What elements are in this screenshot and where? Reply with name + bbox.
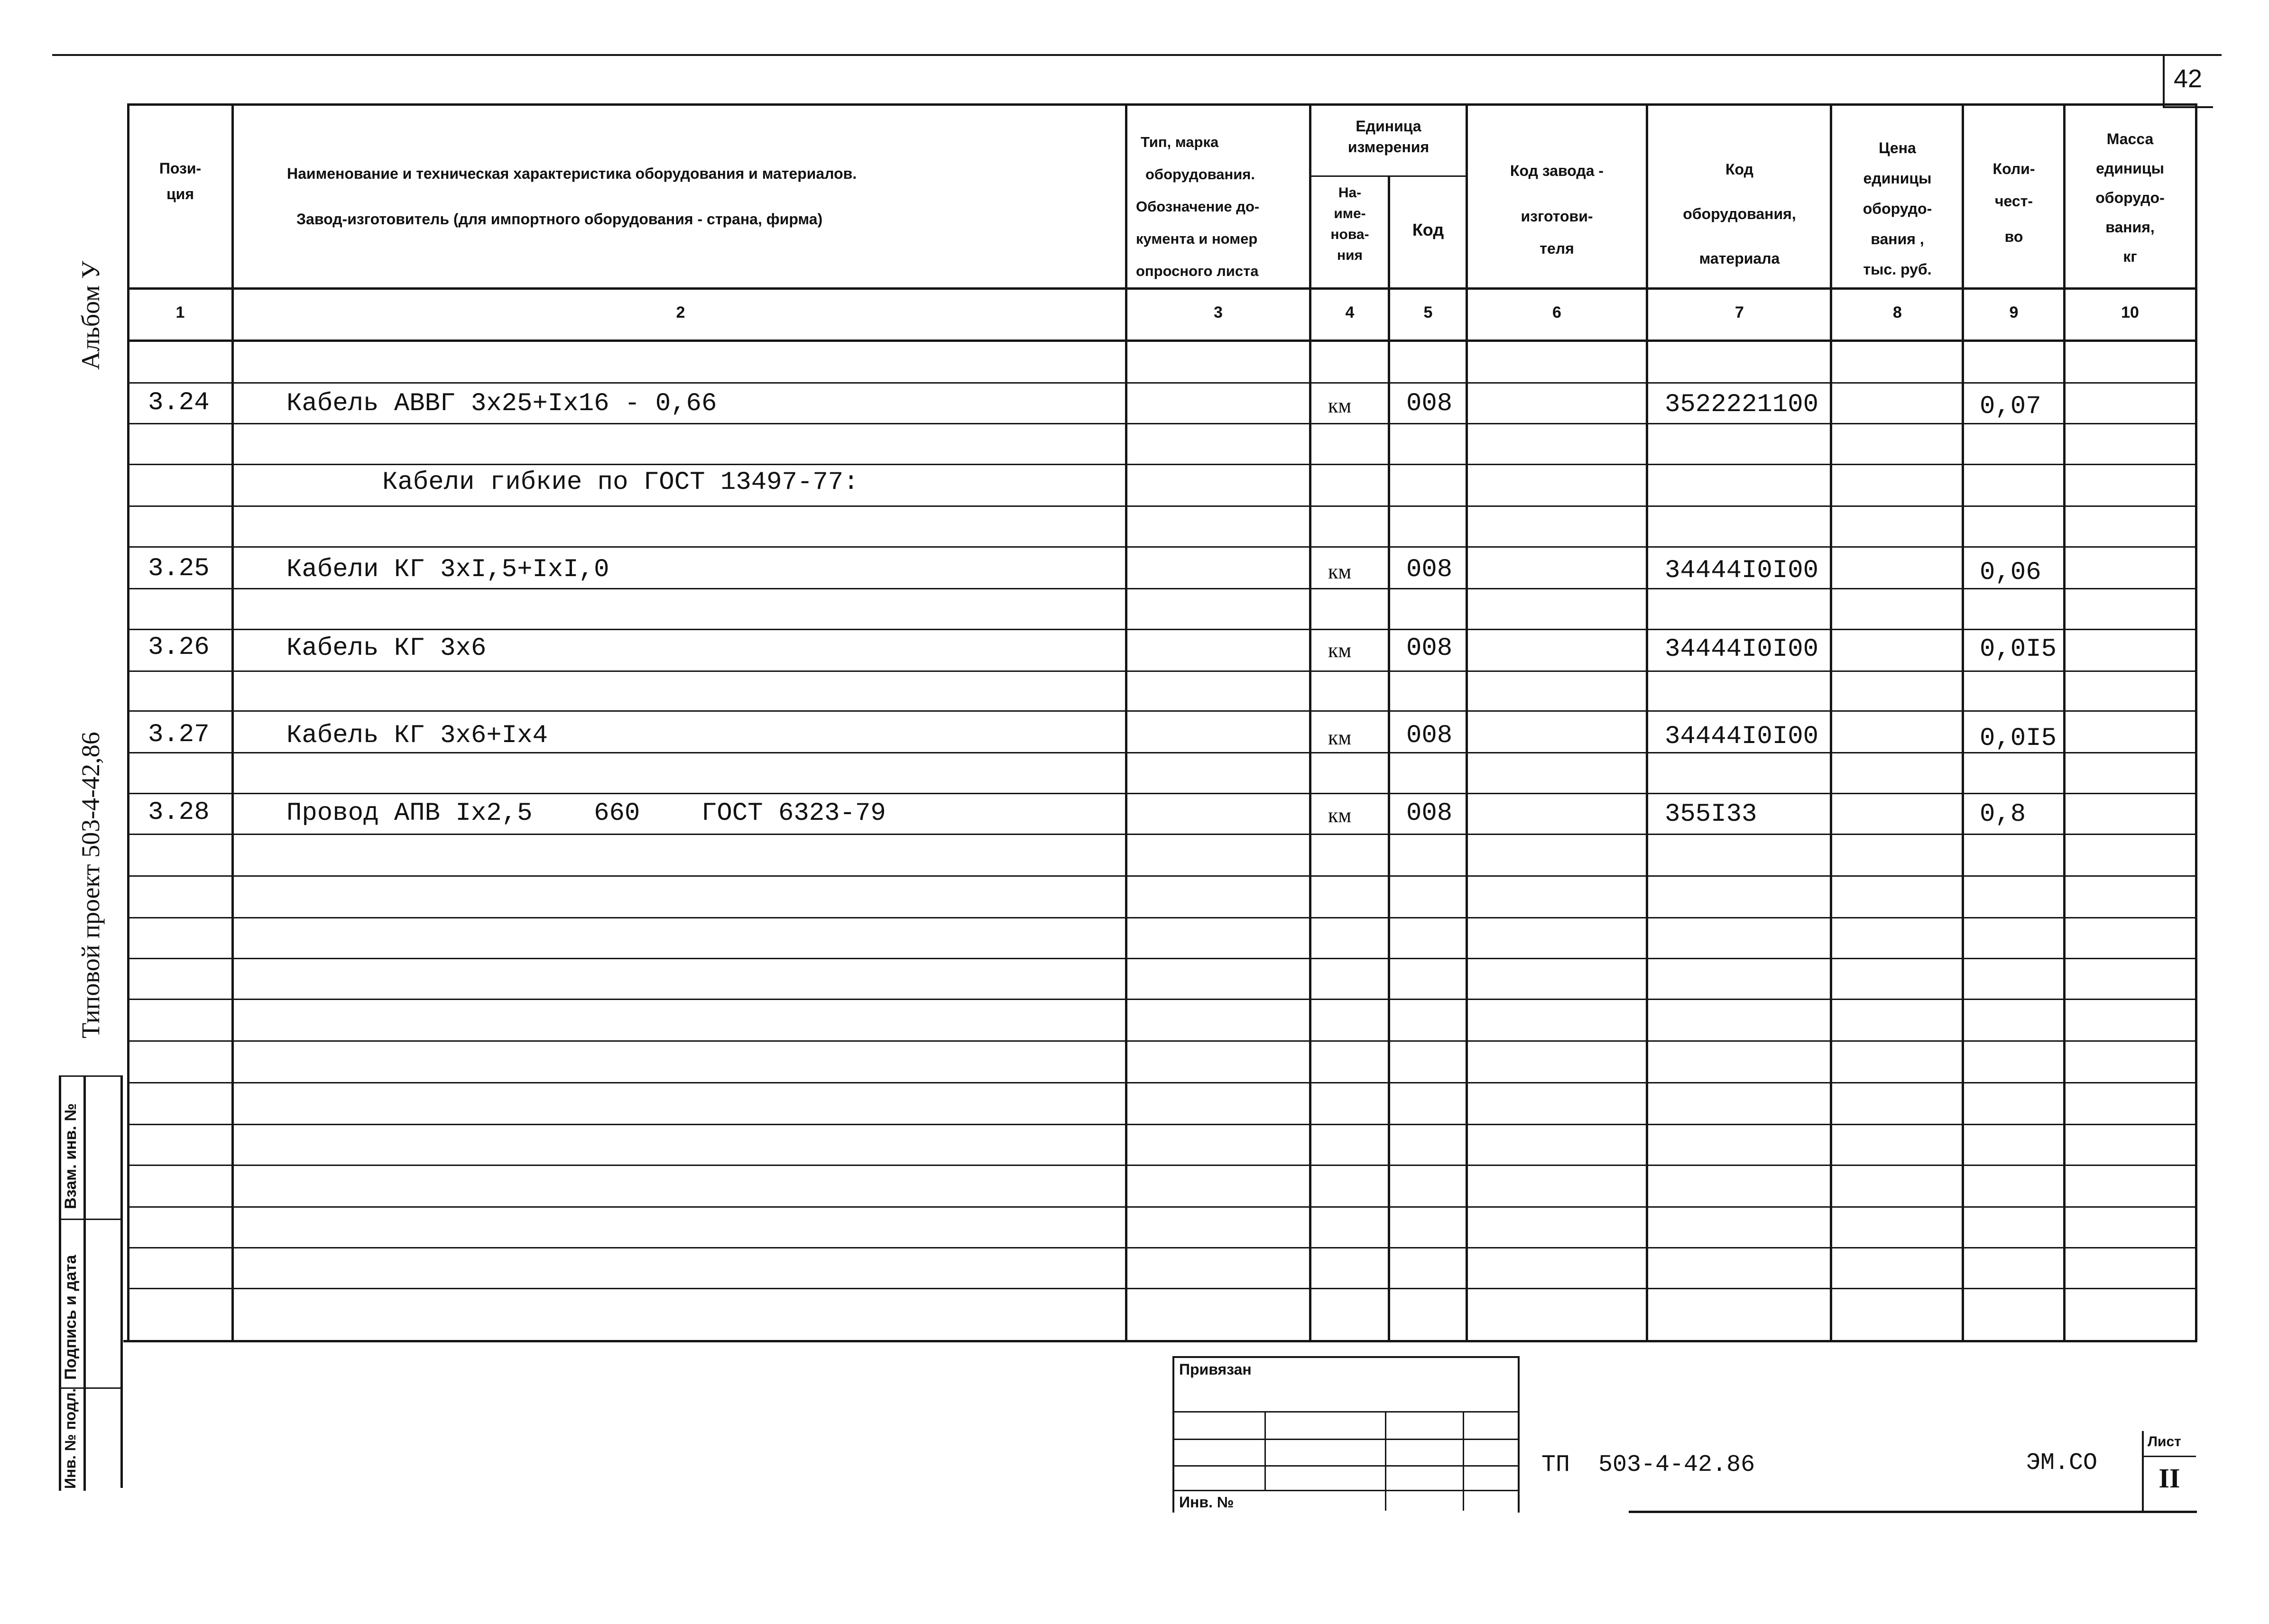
- row-position: 3.27: [148, 720, 210, 749]
- col-line-5: [1466, 103, 1468, 1342]
- row-line: [127, 546, 2197, 548]
- col-line-9: [2063, 103, 2066, 1342]
- podpis-label: Подпись и дата: [62, 1255, 80, 1380]
- row-unit: км: [1328, 560, 1352, 583]
- row-line: [127, 1206, 2197, 1208]
- row-material-code: 3522221100: [1665, 390, 1819, 419]
- row-line: [127, 670, 2197, 672]
- colnum-bottom-border: [127, 339, 2197, 342]
- row-line: [127, 1040, 2197, 1042]
- table-bottom-border: [123, 1340, 2197, 1342]
- stamp-line: [1172, 1411, 1518, 1413]
- col-line-10: [2195, 103, 2197, 1342]
- header-plant-code: Код завода - изготови- теля: [1510, 162, 1604, 257]
- row-line: [127, 629, 2197, 630]
- row-line: [127, 752, 2197, 753]
- col-line-2: [1125, 103, 1127, 1342]
- row-quantity: 0,8: [1980, 800, 2026, 829]
- col-line-6: [1646, 103, 1648, 1342]
- header-type: Тип, марка оборудования. Обозначение до- кумента и номер опросного листа: [1136, 134, 1260, 279]
- title-block-bottom: [1629, 1511, 2197, 1513]
- row-material-code: 355I33: [1665, 800, 1757, 829]
- colnum-8: 8: [1893, 303, 1902, 321]
- row-line: [127, 423, 2197, 424]
- side-stamp-line: [83, 1075, 86, 1491]
- colnum-7: 7: [1735, 303, 1744, 321]
- binding-label: Привязан: [1179, 1361, 1252, 1378]
- col-line-3: [1309, 103, 1311, 1342]
- row-unit-code: 008: [1406, 634, 1453, 663]
- stamp-line: [1264, 1411, 1266, 1491]
- row-unit: км: [1328, 394, 1352, 417]
- row-quantity: 0,06: [1980, 558, 2041, 587]
- row-line: [127, 834, 2197, 835]
- side-stamp-line: [59, 1075, 122, 1077]
- stamp-line: [1172, 1465, 1518, 1467]
- row-line: [127, 1124, 2197, 1125]
- col-line-4: [1388, 176, 1390, 1342]
- row-unit: км: [1328, 639, 1352, 662]
- header-unit-group: Единица измерения: [1347, 118, 1430, 156]
- row-line: [127, 1165, 2197, 1166]
- table-top-border: [127, 103, 2197, 106]
- header-unit-code: Код: [1412, 220, 1444, 239]
- stamp-line: [1172, 1490, 1518, 1491]
- row-name: Провод АПВ Iх2,5 660 ГОСТ 6323-79: [286, 799, 886, 828]
- sheet-box-divider: [2142, 1456, 2196, 1457]
- row-unit-code: 008: [1406, 799, 1453, 828]
- binding-stamp: [1172, 1356, 1520, 1513]
- row-line: [127, 710, 2197, 712]
- album-label: Альбом У: [76, 261, 105, 370]
- row-unit-code: 008: [1406, 721, 1453, 750]
- colnum-2: 2: [676, 303, 685, 321]
- colnum-5: 5: [1423, 303, 1433, 321]
- side-stamp-line: [120, 1075, 123, 1488]
- col-line-7: [1830, 103, 1832, 1342]
- sheet-label: Лист: [2148, 1434, 2181, 1450]
- row-line: [127, 382, 2197, 384]
- section-subheading: Кабели гибкие по ГОСТ 13497-77:: [382, 468, 859, 497]
- project-label: Типовой проект 503-4-42,86: [76, 732, 105, 1038]
- row-quantity: 0,07: [1980, 392, 2041, 421]
- colnum-1: 1: [175, 303, 185, 321]
- colnum-3: 3: [1214, 303, 1223, 321]
- row-line: [127, 917, 2197, 918]
- header-bottom-border: [127, 287, 2197, 290]
- row-line: [127, 588, 2197, 589]
- col-line-1: [231, 103, 234, 1342]
- row-line: [127, 793, 2197, 794]
- colnum-10: 10: [2121, 303, 2139, 321]
- row-name: Кабель КГ 3х6+Iх4: [286, 721, 548, 750]
- row-unit: км: [1328, 804, 1352, 827]
- header-quantity: Коли- чест- во: [1992, 160, 2035, 245]
- stamp-line: [1172, 1439, 1518, 1440]
- inv-podl-label: Инв. № подл.: [62, 1388, 79, 1489]
- row-material-code: 34444I0I00: [1665, 556, 1819, 585]
- header-unit-name: На- име- нова- ния: [1330, 185, 1369, 263]
- row-unit-code: 008: [1406, 389, 1453, 418]
- header-name: Наименование и техническая характеристика оборудования и материалов. Завод-изготовитель (для импортного оборудования - страна, фирма): [287, 165, 857, 228]
- sheet-number: II: [2158, 1463, 2180, 1494]
- header-mass: Масса единицы оборудо- вания, кг: [2095, 130, 2165, 265]
- page-number: 42: [2173, 64, 2203, 93]
- vzam-label: Взам. инв. №: [62, 1103, 80, 1209]
- header-material-code: Код оборудования, материала: [1683, 161, 1796, 267]
- row-name: Кабель АВВГ 3х25+Iх16 - 0,66: [286, 389, 717, 418]
- row-line: [127, 464, 2197, 465]
- col-line-8: [1962, 103, 1964, 1342]
- row-quantity: 0,0I5: [1980, 724, 2057, 753]
- header-position: Пози- ция: [159, 160, 202, 202]
- stamp-line: [1385, 1411, 1386, 1511]
- colnum-4: 4: [1345, 303, 1355, 321]
- row-material-code: 34444I0I00: [1665, 635, 1819, 664]
- row-line: [127, 875, 2197, 877]
- row-material-code: 34444I0I00: [1665, 722, 1819, 751]
- row-position: 3.24: [148, 388, 210, 417]
- side-stamp-line: [59, 1075, 61, 1491]
- top-rule: [52, 54, 2222, 56]
- row-line: [127, 505, 2197, 507]
- row-line: [127, 958, 2197, 959]
- row-position: 3.26: [148, 633, 210, 662]
- col-line-0: [127, 103, 129, 1342]
- row-line: [127, 1082, 2197, 1083]
- row-name: Кабель КГ 3х6: [286, 634, 487, 663]
- document-code: ТП 503-4-42.86: [1541, 1451, 1755, 1478]
- row-unit-code: 008: [1406, 555, 1453, 584]
- row-quantity: 0,0I5: [1980, 635, 2057, 664]
- document-mark: ЭМ.СО: [2026, 1450, 2098, 1477]
- row-unit: км: [1328, 726, 1352, 749]
- unit-group-divider: [1309, 175, 1467, 177]
- row-line: [127, 1288, 2197, 1289]
- colnum-9: 9: [2009, 303, 2019, 321]
- row-name: Кабели КГ 3хI,5+IхI,0: [286, 555, 609, 584]
- stamp-line: [1463, 1411, 1464, 1511]
- row-position: 3.25: [148, 554, 210, 583]
- row-line: [127, 999, 2197, 1000]
- inventory-label: Инв. №: [1179, 1494, 1234, 1511]
- colnum-6: 6: [1552, 303, 1561, 321]
- header-price: Цена единицы оборудо- вания , тыс. руб.: [1863, 139, 1932, 278]
- side-stamp-line: [59, 1219, 122, 1220]
- row-position: 3.28: [148, 798, 210, 827]
- row-line: [127, 1247, 2197, 1248]
